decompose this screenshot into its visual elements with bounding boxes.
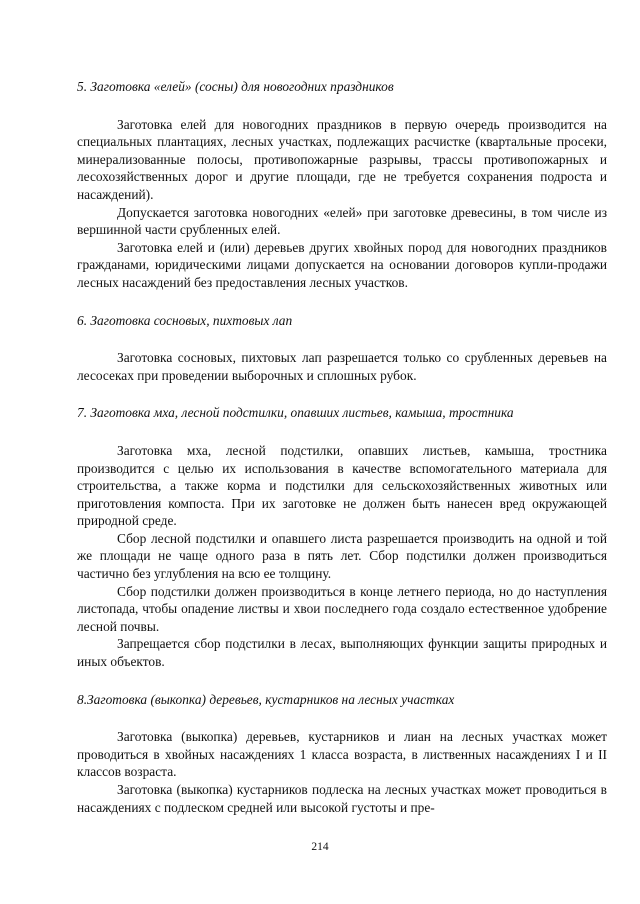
spacer: [77, 384, 607, 404]
paragraph: Заготовка (выкопка) деревьев, кустарников и лиан на лесных участках может проводиться в хвойных насаждениях 1 класса возраста, в лиственных насаждениях I и II классов возраста.: [77, 729, 607, 780]
spacer: [77, 422, 607, 442]
paragraph: Заготовка (выкопка) кустарников подлеска на лесных участках может проводиться в насаждениях с подлеском средней или высокой густоты и пре-: [77, 782, 607, 815]
paragraph: Заготовка мха, лесной подстилки, опавших листьев, камыша, тростника производится с целью их использования в качестве вспомогательного материала для строительства, а также корма и подстилки для сельскохозяйственных животных или приготовления компоста. При их заготовке не должен быть нанесен вред окружающей природной среде.: [77, 442, 607, 529]
spacer: [77, 292, 607, 312]
paragraph: Заготовка елей для новогодних праздников в первую очередь производится на специальных плантациях, лесных участках, подлежащих расчистке (квартальные просеки, минерализованные полосы, противопожарные разрывы, трассы противопожарных и лесохозяйственных дорог и другие площади, где не требуется сохранения подроста и насаждений).: [77, 116, 607, 202]
spacer: [77, 671, 607, 691]
section-heading-7: 7. Заготовка мха, лесной подстилки, опавших листьев, камыша, тростника: [77, 405, 514, 421]
paragraph: Заготовка елей и (или) деревьев других хвойных пород для новогодних праздников гражданами, юридическими лицами допускается на основании договоров купли-продажи лесных насаждений без предоставления лесных участков.: [77, 239, 607, 290]
section-heading-5: 5. Заготовка «елей» (сосны) для новогодних праздников: [77, 79, 394, 94]
paragraph: Сбор подстилки должен производиться в конце летнего периода, но до наступления листопада, чтобы опадение листвы и хвои последнего года создало естественное удобрение лесной почвы.: [77, 583, 607, 634]
paragraph: Сбор лесной подстилки и опавшего листа разрешается производить на одной и той же площади не чаще одного раза в пять лет. Сбор подстилки должен производиться частично без углубления на всю ее толщину.: [77, 530, 607, 582]
page-content: [77, 78, 607, 816]
spacer: [77, 329, 607, 349]
paragraph: Допускается заготовка новогодних «елей» при заготовке древесины, в том числе из вершинной части срубленных елей.: [77, 204, 607, 238]
paragraph: Заготовка сосновых, пихтовых лап разрешается только со срубленных деревьев на лесосеках при проведении выборочных и сплошных рубок.: [77, 350, 607, 383]
spacer: [77, 96, 607, 116]
paragraph: Запрещается сбор подстилки в лесах, выполняющих функции защиты природных и иных объектов.: [77, 636, 607, 670]
section-heading-8: 8.Заготовка (выкопка) деревьев, кустарников на лесных участках: [77, 691, 455, 707]
section-heading-6: 6. Заготовка сосновых, пихтовых лап: [77, 312, 293, 328]
spacer: [77, 708, 607, 728]
page-number: 214: [311, 841, 329, 853]
